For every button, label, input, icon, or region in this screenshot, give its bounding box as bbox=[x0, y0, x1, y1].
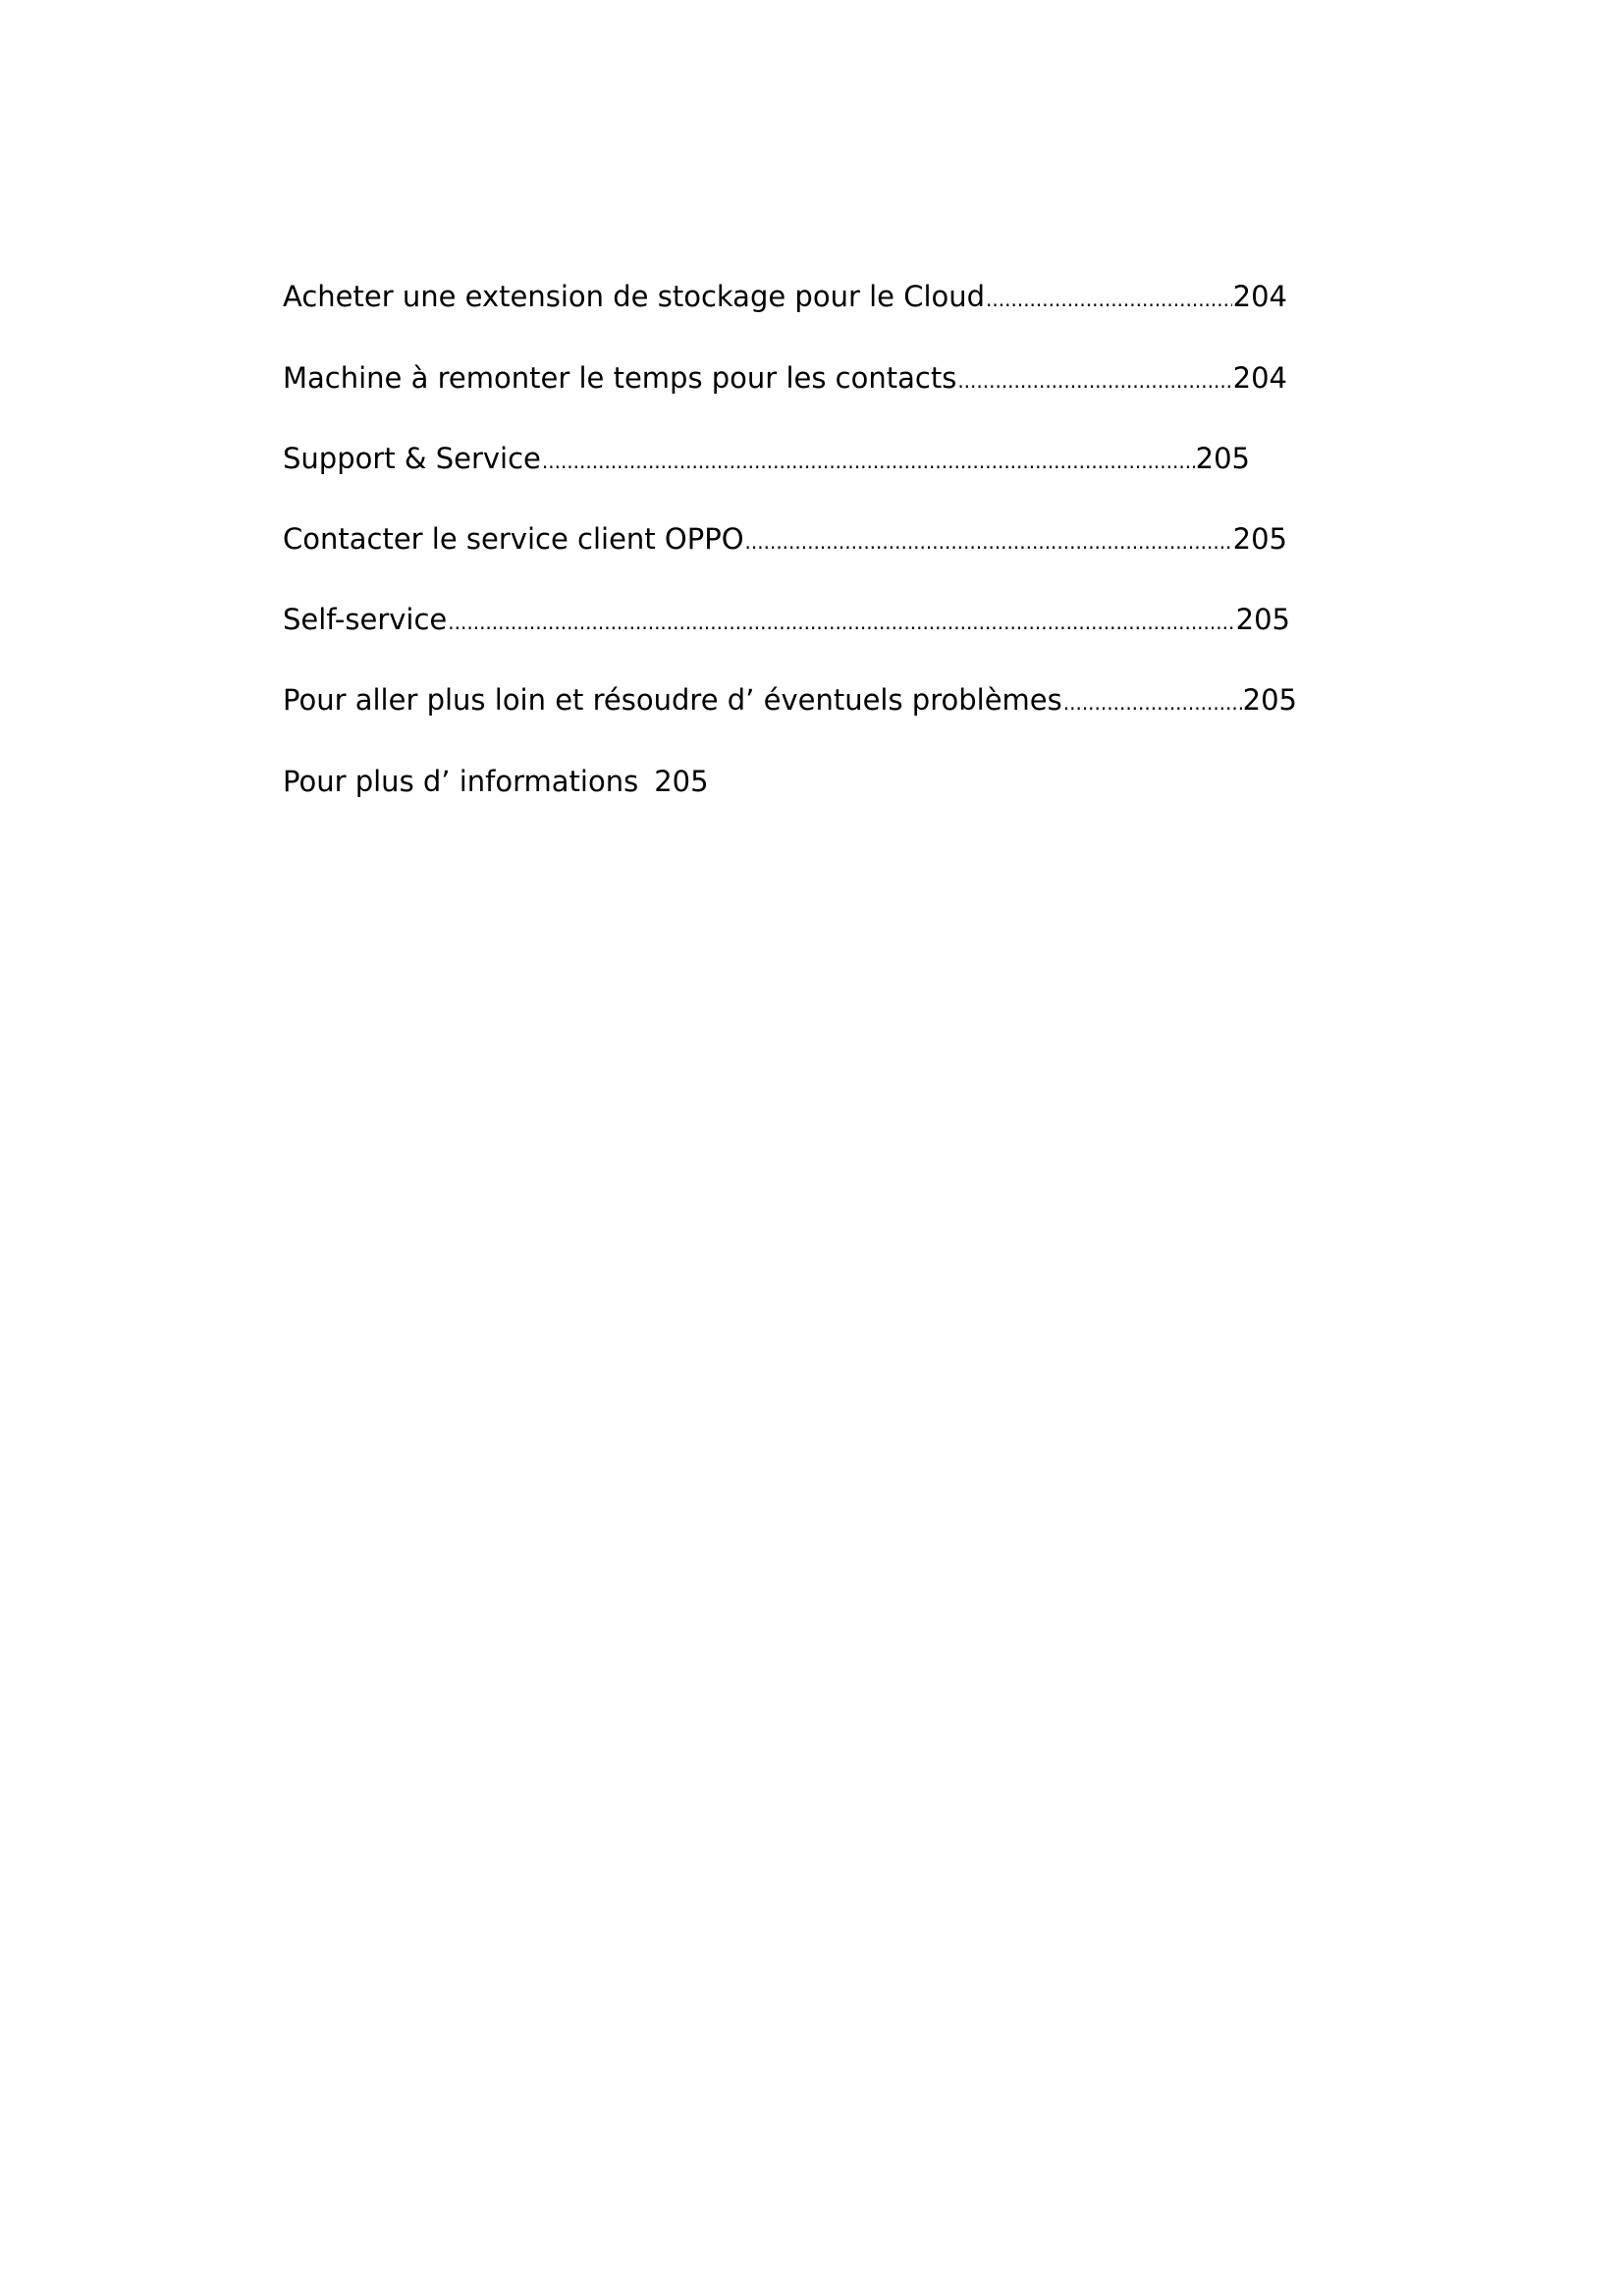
toc-entry-page-number: 205 bbox=[1242, 683, 1297, 717]
toc-entry-title: Contacter le service client OPPO bbox=[283, 522, 744, 556]
toc-entry-page-number: 205 bbox=[654, 765, 709, 798]
toc-entry-title: Pour plus d’ informations bbox=[283, 765, 639, 798]
toc-entry-title: Pour aller plus loin et résoudre d’ éventuels problèmes bbox=[283, 683, 1062, 717]
toc-entry-title: Self-service bbox=[283, 603, 448, 636]
toc-dot-leader bbox=[957, 359, 1231, 402]
toc-entry-contacts-time-machine[interactable] bbox=[283, 356, 1287, 400]
toc-dot-leader bbox=[1063, 681, 1242, 724]
toc-entry-title: Acheter une extension de stockage pour le Cloud bbox=[283, 280, 986, 313]
toc-entry-support-service[interactable] bbox=[283, 437, 1250, 480]
toc-dot-leader bbox=[745, 520, 1232, 563]
toc-entry-more-information[interactable] bbox=[283, 760, 709, 803]
toc-entry-page-number: 205 bbox=[1232, 522, 1287, 556]
toc-entry-title: Support & Service bbox=[283, 442, 541, 475]
toc-entry-self-service[interactable] bbox=[283, 598, 1290, 641]
toc-entry-troubleshooting[interactable] bbox=[283, 678, 1297, 721]
table-of-contents bbox=[0, 0, 1624, 883]
toc-dot-leader bbox=[986, 278, 1232, 321]
toc-entry-contact-oppo[interactable] bbox=[283, 517, 1287, 561]
toc-entry-page-number: 205 bbox=[1235, 603, 1290, 636]
toc-entry-cloud-storage[interactable] bbox=[283, 275, 1287, 318]
toc-entry-page-number: 204 bbox=[1232, 280, 1287, 313]
toc-entry-page-number: 204 bbox=[1232, 361, 1287, 395]
toc-dot-leader bbox=[542, 440, 1195, 483]
toc-entry-page-number: 205 bbox=[1195, 442, 1250, 475]
toc-dot-leader bbox=[448, 601, 1234, 644]
toc-entry-title: Machine à remonter le temps pour les contacts bbox=[283, 361, 957, 395]
